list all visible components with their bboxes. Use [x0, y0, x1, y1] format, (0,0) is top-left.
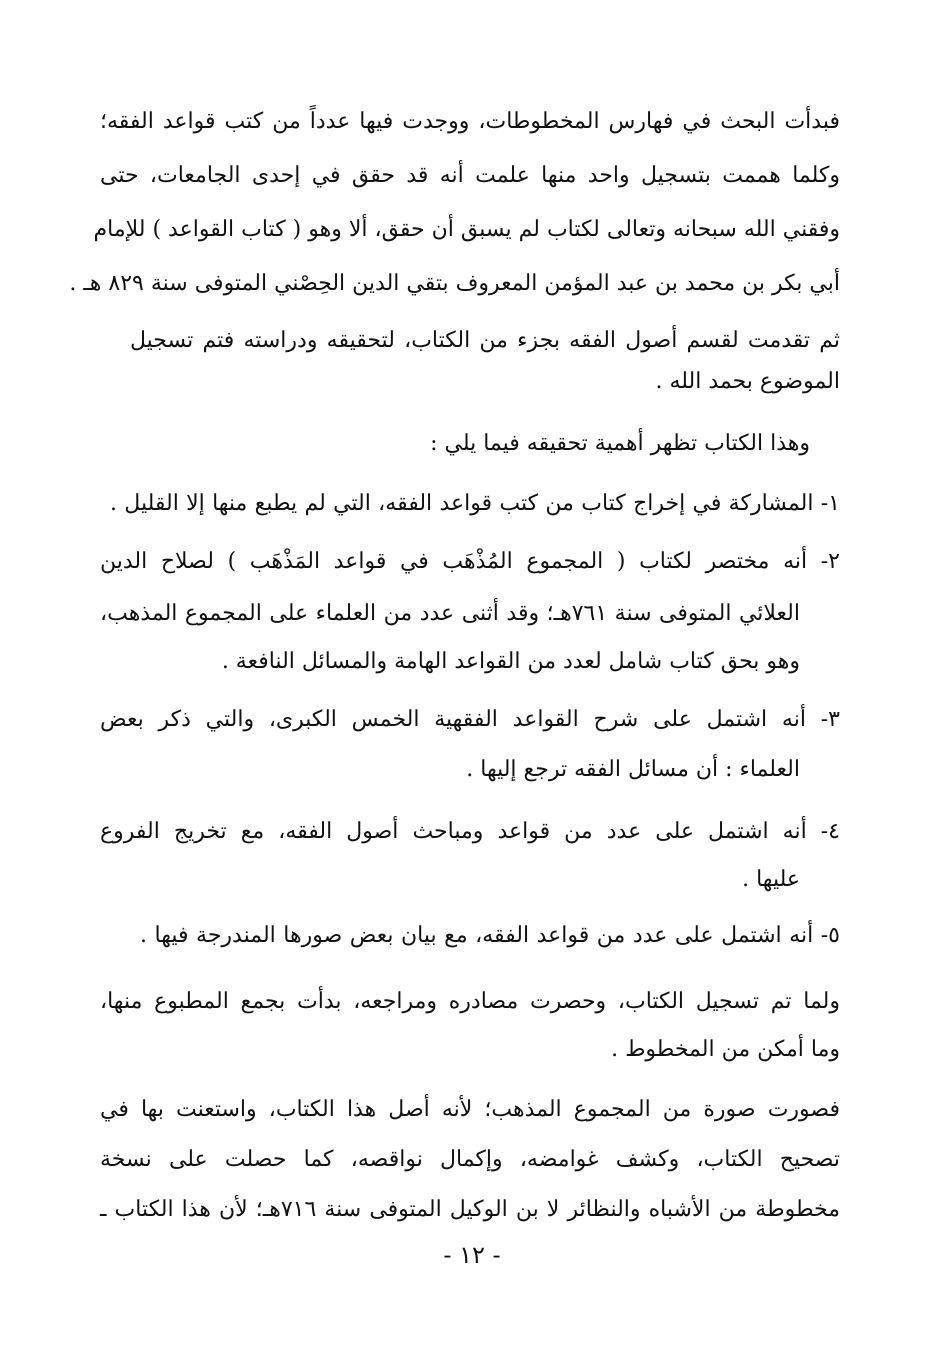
text-line: ثم تقدمت لقسم أصول الفقه بجزء من الكتاب، لتحقيقه ودراسته فتم تسجيل [130, 328, 840, 353]
list-item-continuation: العلائي المتوفى سنة ٧٦١هـ؛ وقد أثنى عدد من العلماء على المجموع المذهب، [100, 601, 800, 626]
list-item: ٥- أنه اشتمل على عدد من قواعد الفقه، مع بيان بعض صورها المندرجة فيها . [140, 923, 840, 948]
list-item: ٤- أنه اشتمل على عدد من قواعد ومباحث أصول الفقه، مع تخريج الفروع [100, 819, 840, 844]
list-item-continuation: عليها . [742, 867, 800, 892]
list-item-continuation: وهو بحق كتاب شامل لعدد من القواعد الهامة والمسائل النافعة . [221, 649, 800, 674]
text-line: مخطوطة من الأشباه والنظائر لا بن الوكيل المتوفى سنة ٧١٦هـ؛ لأن هذا الكتاب ـ [100, 1197, 840, 1222]
list-item-continuation: العلماء : أن مسائل الفقه ترجع إليها . [466, 757, 800, 782]
text-line: وهذا الكتاب تظهر أهمية تحقيقه فيما يلي : [430, 431, 810, 456]
text-line: وكلما هممت بتسجيل واحد منها علمت أنه قد حقق في إحدى الجامعات، حتى [100, 163, 840, 188]
list-item: ٣- أنه اشتمل على شرح القواعد الفقهية الخمس الكبرى، والتي ذكر بعض [100, 707, 840, 732]
text-line: وفقني الله سبحانه وتعالى لكتاب لم يسبق أن حقق، ألا وهو ( كتاب القواعد ) للإمام [93, 217, 840, 242]
page-number: - ١٢ - [443, 1241, 501, 1269]
list-item: ١- المشاركة في إخراج كتاب من كتب قواعد الفقه، التي لم يطبع منها إلا القليل . [110, 491, 840, 516]
text-line: فبدأت البحث في فهارس المخطوطات، ووجدت فيها عدداً من كتب قواعد الفقه؛ [100, 109, 840, 134]
page-body [69, 0, 840, 1370]
text-line: فصورت صورة من المجموع المذهب؛ لأنه أصل هذا الكتاب، واستعنت بها في [100, 1097, 840, 1122]
text-line: أبي بكر بن محمد بن عبد المؤمن المعروف بتقي الدين الحِصْني المتوفى سنة ٨٢٩ هـ . [69, 271, 840, 296]
list-item: ٢- أنه مختصر لكتاب ( المجموع المُذْهَب في قواعد المَذْهَب ) لصلاح الدين [100, 549, 840, 574]
text-line: تصحيح الكتاب، وكشف غوامضه، وإكمال نواقصه، كما حصلت على نسخة [100, 1147, 840, 1172]
text-line: الموضوع بحمد الله . [655, 369, 840, 394]
text-line: وما أمكن من المخطوط . [611, 1037, 840, 1062]
text-line: ولما تم تسجيل الكتاب، وحصرت مصادره ومراجعه، بدأت بجمع المطبوع منها، [100, 989, 840, 1014]
